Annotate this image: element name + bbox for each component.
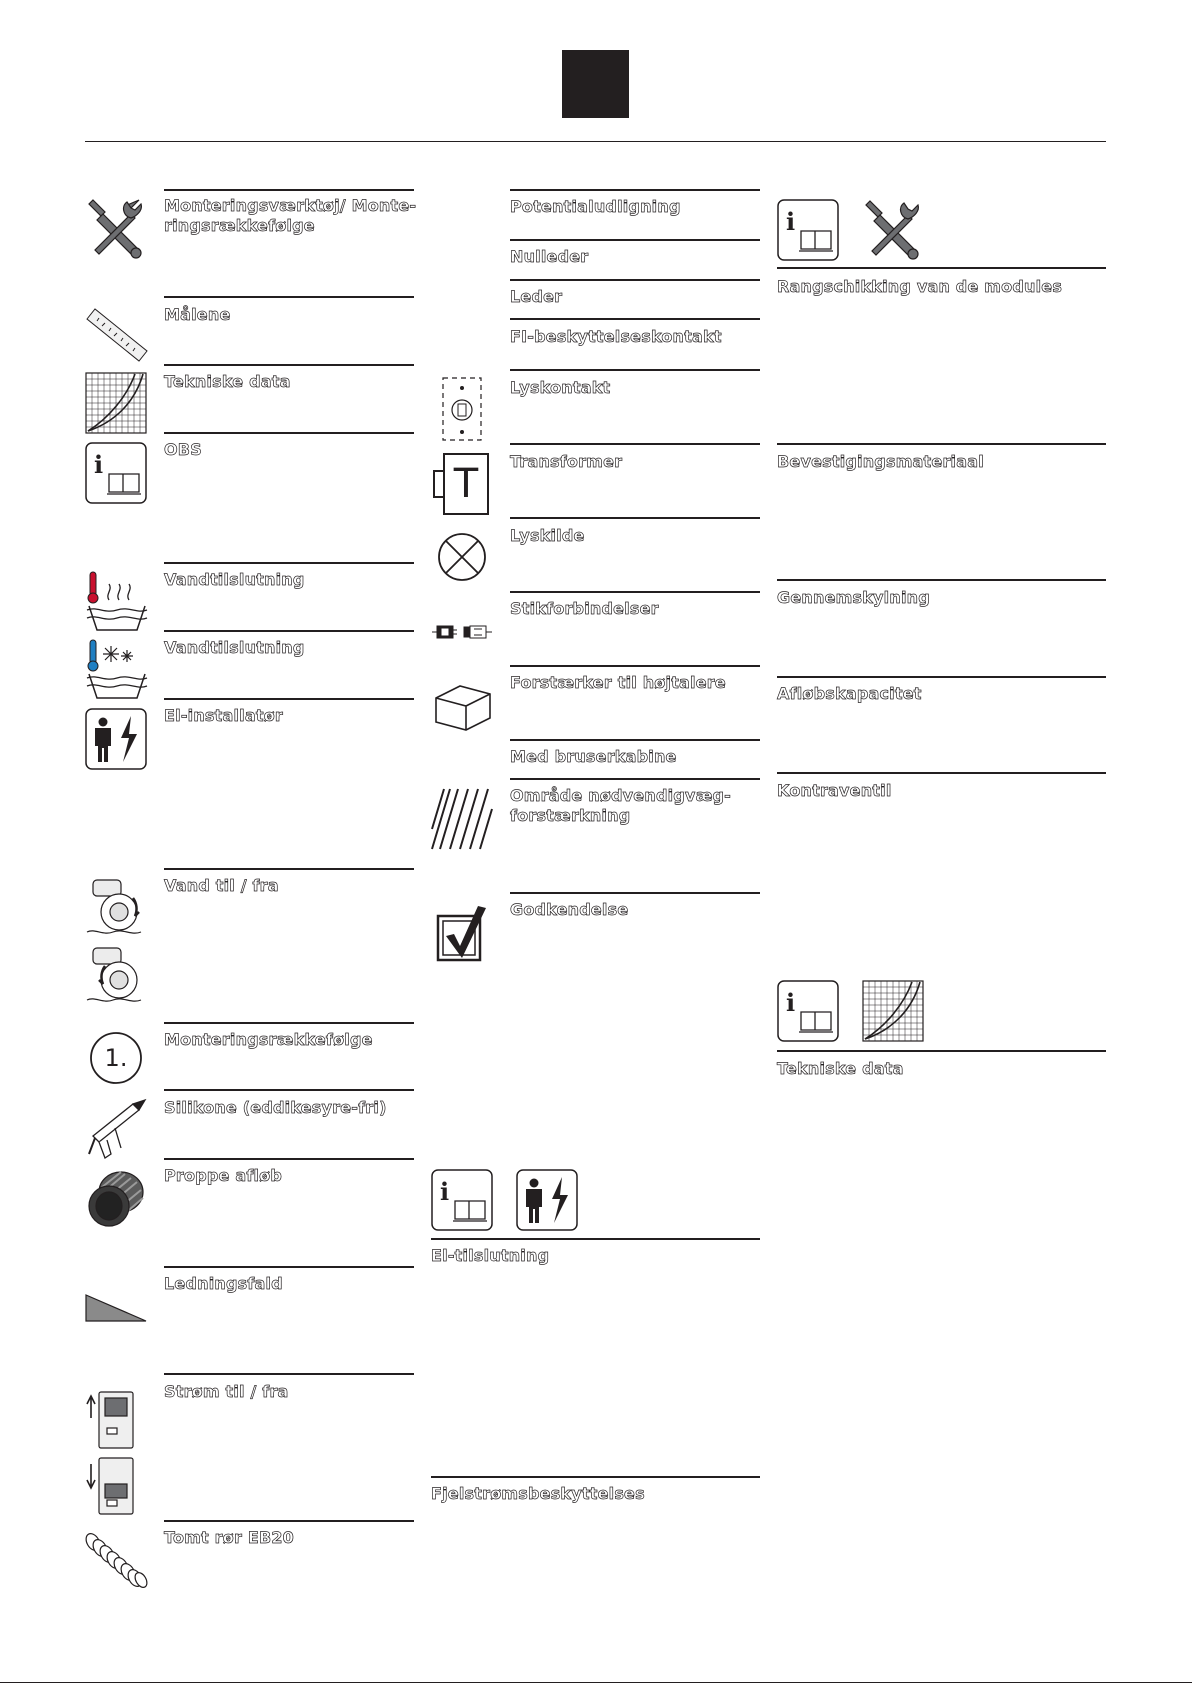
cold-water-icon [85,638,149,702]
divider [164,1158,414,1160]
item-label: Nulleder [510,247,589,266]
item-label: Leder [510,287,563,306]
item-label: Tomt rør EB20 [164,1528,295,1547]
item-label: Rangschikking van de modules [777,277,1063,296]
drain-plug-icon [85,1168,147,1230]
item-label-continued: ringsrækkefølge [164,216,315,235]
approval-checkbox-icon [434,900,490,964]
divider [164,432,414,434]
item-label: Transformer [510,452,623,471]
valve-icon [85,876,149,1010]
power-switch-icon [85,1388,141,1518]
svg-text:i: i [786,988,796,1017]
item-label: Silikone (eddikesyre-fri) [164,1098,387,1117]
item-label: Lyskilde [510,526,585,545]
item-label: El-installatør [164,706,283,725]
item-label: Vandtilslutning [164,570,305,589]
divider [510,591,760,593]
item-label: Fjelstrømsbeskyttelses [431,1484,645,1503]
electrician-icon [516,1169,578,1231]
plug-connector-icon [431,624,493,640]
item-label: Med bruserkabine [510,747,677,766]
transformer-glyph: T [453,461,479,507]
divider [777,443,1106,445]
divider [164,1373,414,1375]
item-label: El-tilslutning [431,1246,550,1265]
page-bottom-rule [0,1682,1192,1683]
divider [164,1089,414,1091]
item-label: Område nødvendigvæg- [510,786,732,805]
slope-icon [85,1294,147,1324]
item-label: Vandtilslutning [164,638,305,657]
item-label: Bevestigingsmateriaal [777,452,984,471]
divider [510,778,760,780]
item-label: Lyskontakt [510,378,611,397]
amplifier-box-icon [434,674,492,732]
divider [510,369,760,371]
step-number: 1. [104,1044,128,1072]
info-manual-icon [85,442,147,504]
divider [510,739,760,741]
divider [510,443,760,445]
divider [164,189,414,191]
item-label: Monteringsværktøj/ Monte- [164,196,417,215]
divider [164,562,414,564]
item-label: Tekniske data [777,1059,904,1078]
language-tab [562,50,629,118]
item-label: Tekniske data [164,372,291,391]
divider [510,517,760,519]
item-label: Stikforbindelser [510,599,659,618]
item-label-continued: forstærkning [510,806,631,825]
tools-icon [862,197,926,261]
divider [164,1266,414,1268]
electrician-icon [85,708,147,770]
divider [164,698,414,700]
tools-icon [85,196,149,260]
divider [777,772,1106,774]
divider [510,279,760,281]
divider [431,1476,760,1478]
divider [164,868,414,870]
divider [777,267,1106,269]
divider [510,189,760,191]
item-label: Godkendelse [510,900,629,919]
item-label: OBS [164,440,202,459]
chart-grid-icon [85,372,147,434]
item-label: Forstærker til højtalere [510,673,726,692]
item-label: Proppe afløb [164,1166,283,1185]
svg-text:i: i [786,207,796,236]
ruler-icon [85,305,149,365]
item-label: Gennemskylning [777,588,930,607]
svg-text:i: i [440,1177,450,1206]
hot-water-icon [85,570,149,634]
item-label: Vand til / fra [164,876,279,895]
item-label: Potentialudligning [510,197,681,216]
chart-grid-icon [862,980,924,1042]
divider [777,1050,1106,1052]
divider [431,1238,760,1240]
divider [164,1520,414,1522]
item-label: Monteringsrækkefølge [164,1030,373,1049]
item-label: Afløbskapacitet [777,684,922,703]
item-label: Målene [164,305,231,324]
hatched-area-icon [430,787,494,851]
item-label: Ledningsfald [164,1274,283,1293]
item-label: Kontraventil [777,781,892,800]
empty-pipe-icon [85,1532,149,1588]
light-switch-icon [441,376,483,442]
divider [164,296,414,298]
divider [164,630,414,632]
divider [777,676,1106,678]
divider [510,239,760,241]
item-label: FI-beskyttelseskontakt [510,327,722,346]
svg-text:i: i [94,450,104,479]
header-rule [85,141,1106,142]
silicone-gun-icon [85,1098,149,1162]
item-label: Strøm til / fra [164,1382,289,1401]
divider [510,665,760,667]
divider [164,364,414,366]
divider [164,1022,414,1024]
info-manual-icon [777,199,839,261]
light-source-icon [436,531,488,583]
info-manual-icon [777,980,839,1042]
divider [510,318,760,320]
divider [510,892,760,894]
divider [777,579,1106,581]
info-manual-icon [431,1169,493,1231]
